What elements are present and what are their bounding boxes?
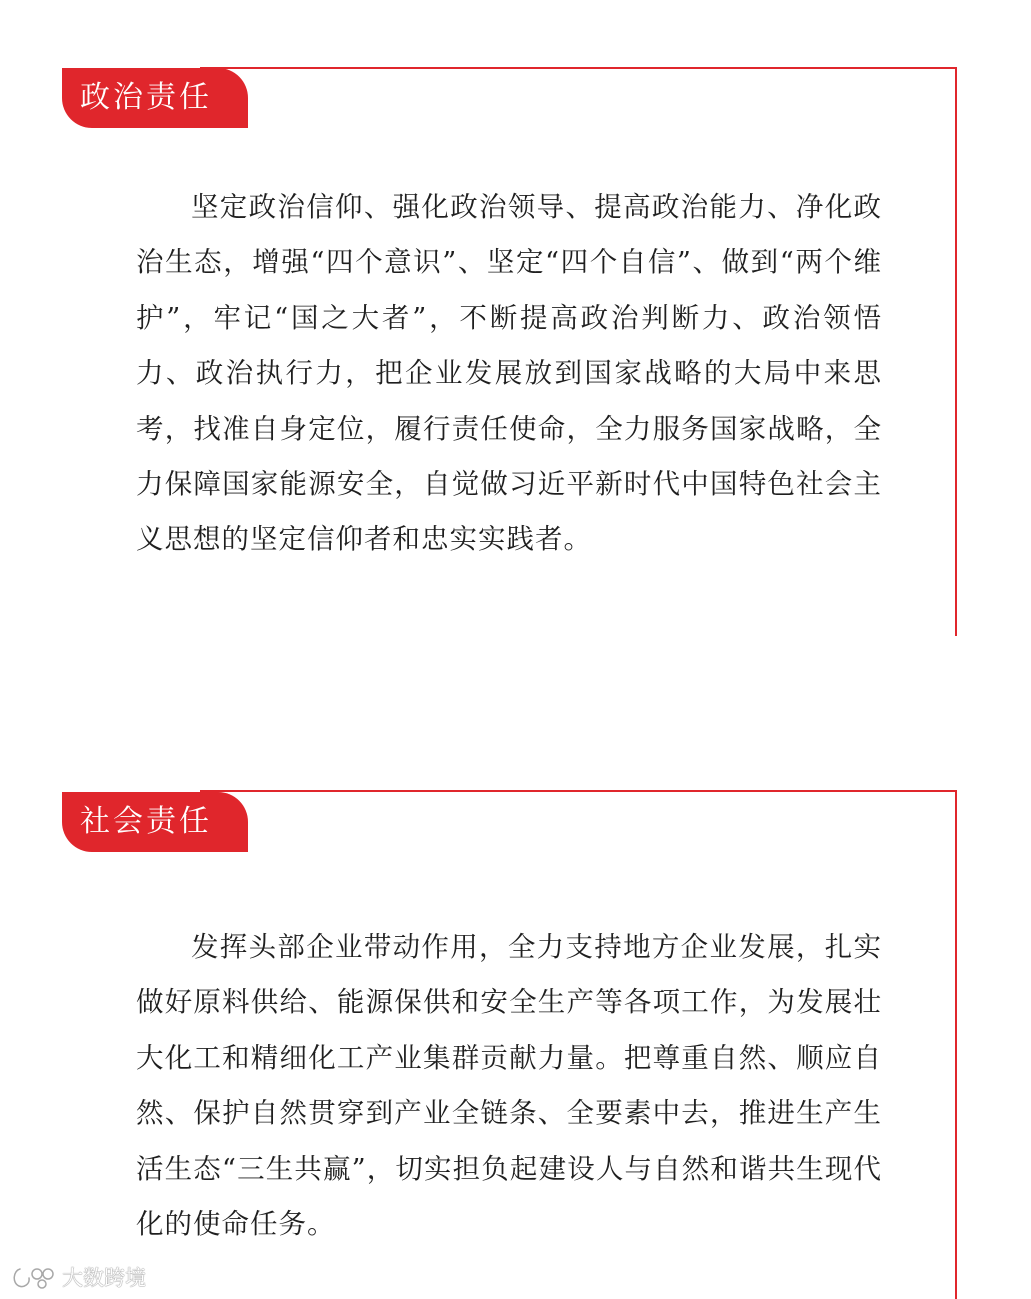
section-frame-right-border — [955, 67, 957, 636]
section-body-text: 发挥头部企业带动作用，全力支持地方企业发展，扎实做好原料供给、能源保供和安全生产等各项工作，为发展壮大化工和精细化工产业集群贡献力量。把尊重自然、顺应自然、保护自然贯穿到产业全链条、全要素中去，推进生产生活生态“三生共赢”，切实担负起建设人与自然和谐共生现代化的使命任务。 — [136, 931, 882, 1241]
section-title-tab: 政治责任 — [62, 68, 248, 128]
section-title-tab: 社会责任 — [62, 792, 248, 852]
section-frame-top-border — [200, 67, 957, 69]
bigdata-logo-icon — [10, 1265, 58, 1291]
watermark-text: 大数跨境 — [62, 1266, 146, 1290]
section-body-text: 坚定政治信仰、强化政治领导、提高政治能力、净化政治生态，增强“四个意识”、坚定“四个自信”、做到“两个维护”，牢记“国之大者”，不断提高政治判断力、政治领悟力、政治执行力，把企业发展放到国家战略的大局中来思考，找准自身定位，履行责任使命，全力服务国家战略，全力保障国家能源安全，自觉做习近平新时代中国特色社会主义思想的坚定信仰者和忠实实践者。 — [136, 191, 882, 556]
section-frame-top-border — [200, 790, 957, 792]
section-frame-right-border — [955, 790, 957, 1299]
watermark — [10, 1265, 146, 1291]
